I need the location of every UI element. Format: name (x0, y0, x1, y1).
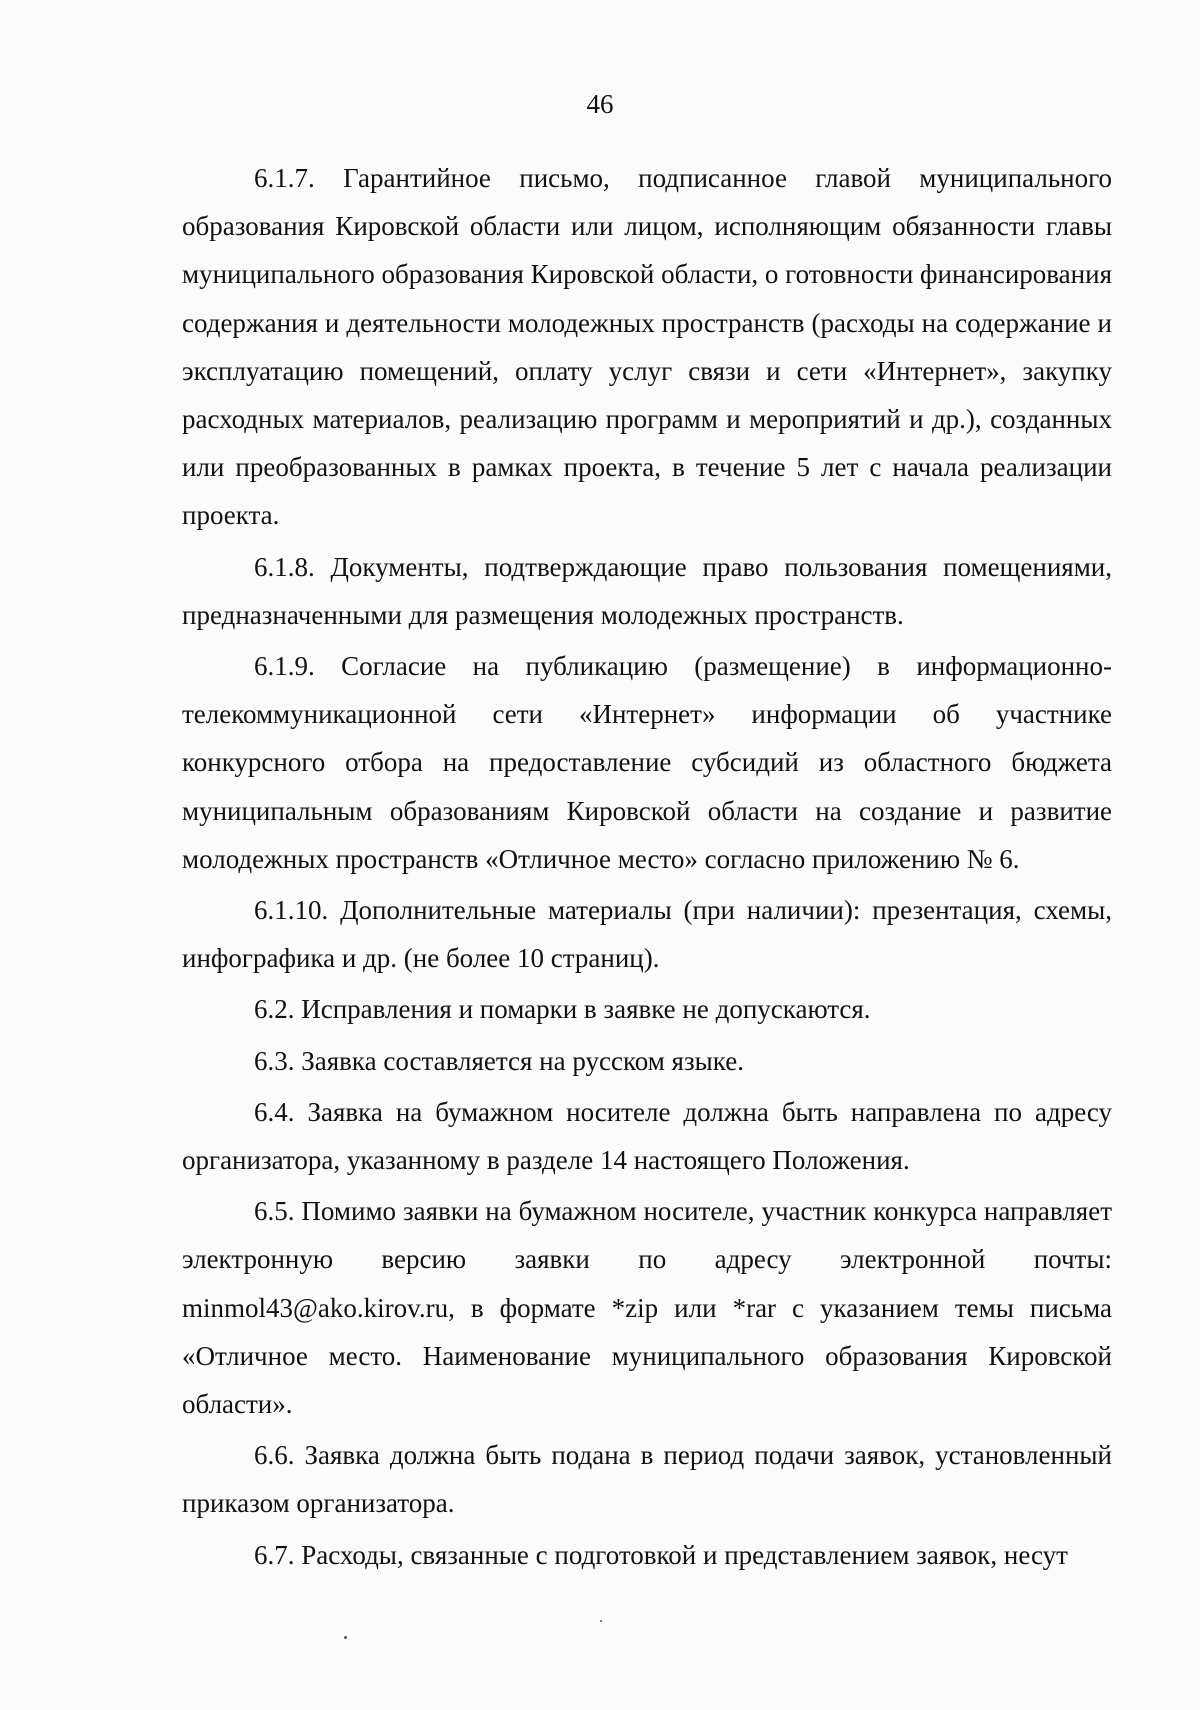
scan-speck (600, 1620, 602, 1622)
paragraph-6-2: 6.2. Исправления и помарки в заявке не допускаются. (254, 994, 871, 1025)
paragraph-6-6: 6.6. Заявка должна быть подана в период подачи заявок, установленный приказом организатора. (182, 1440, 1112, 1519)
document-body (182, 154, 1112, 1582)
paragraph-6-3: 6.3. Заявка составляется на русском языке. (254, 1045, 744, 1076)
paragraph-6-1-9: 6.1.9. Согласие на публикацию (размещение) в информационно-телекоммуникационной сети «Интернет» информации об участнике конкурсного отбора на предоставление субсидий из областного бюджета муниципальным образованиям Кировской области на создание и развитие молодежных пространств «Отличное место» согласно приложению № 6. (182, 651, 1112, 874)
paragraph-6-1-8: 6.1.8. Документы, подтверждающие право пользования помещениями, предназначенными для размещения молодежных пространств. (182, 551, 1112, 630)
page-number: 46 (586, 89, 614, 119)
paragraph-6-7: 6.7. Расходы, связанные с подготовкой и представлением заявок, несут (254, 1539, 1068, 1570)
paragraph-6-4: 6.4. Заявка на бумажном носителе должна быть направлена по адресу организатора, указанному в разделе 14 настоящего Положения. (182, 1096, 1112, 1176)
paragraph-6-1-7: 6.1.7. Гарантийное письмо, подписанное главой муниципального образования Кировской области или лицом, исполняющим обязанности главы муниципального образования Кировской области, о готовности финансирования содержания и деятельности молодежных пространств (расходы на содержание и эксплуатацию помещений, оплату услуг связи и сети «Интернет», закупку расходных материалов, реализацию программ и мероприятий и др.), созданных или преобразованных в рамках проекта, в течение 5 лет с начала реализации проекта. (182, 163, 1112, 531)
paragraph-6-1-10: 6.1.10. Дополнительные материалы (при наличии): презентация, схемы, инфографика и др. (не более 10 страниц). (182, 895, 1112, 974)
scan-speck (344, 1636, 347, 1639)
paragraph-6-5: 6.5. Помимо заявки на бумажном носителе, участник конкурса направляет электронную версию заявки по адресу электронной почты: minmol43@ako.kirov.ru, в формате *zip или *rar с указанием темы письма «Отличное место. Наименование муниципального образования Кировской области». (182, 1196, 1112, 1420)
